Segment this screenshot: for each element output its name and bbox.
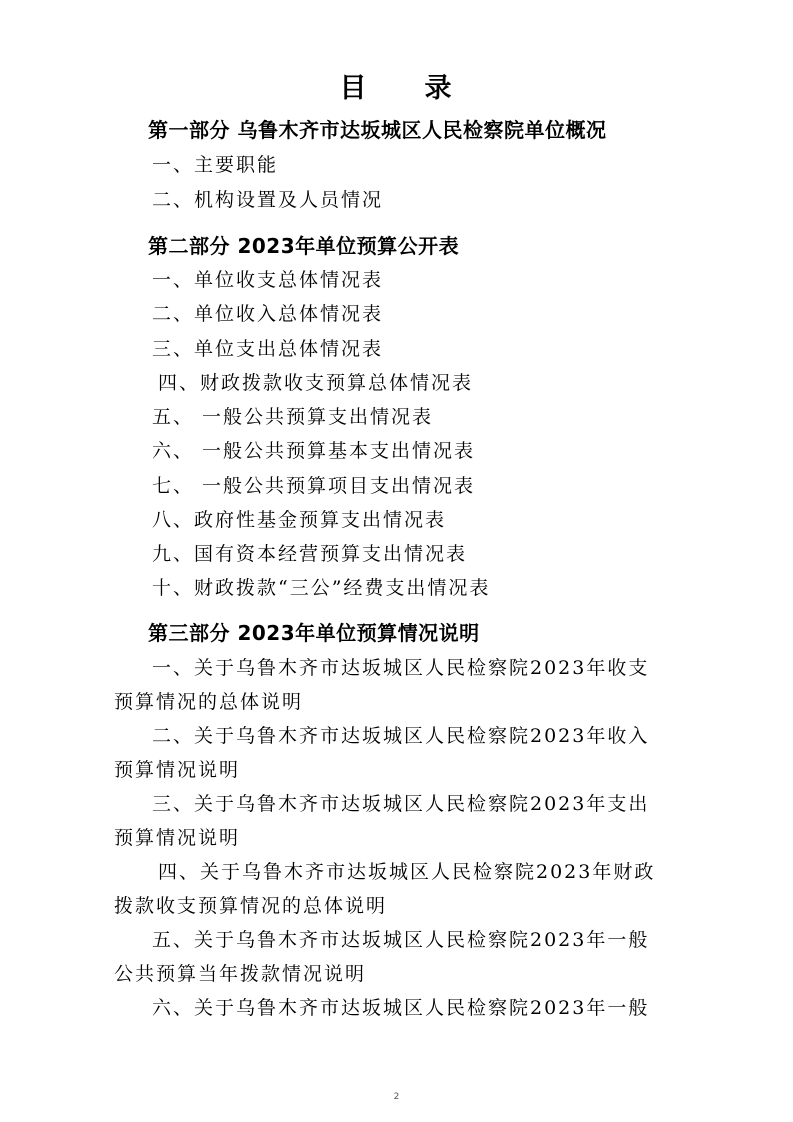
page-title-part1: 目 [339,73,369,104]
toc-item: 二、机构设置及人员情况 [152,189,384,211]
toc-item-line2: 预算情况说明 [114,759,241,781]
toc-item: 十、财政拨款“三公”经费支出情况表 [152,577,491,599]
toc-item: 九、国有资本经营预算支出情况表 [152,543,468,565]
part1-heading: 第一部分 乌鲁木齐市达坂城区人民检察院单位概况 [148,118,607,142]
toc-item-line1: 六、关于乌鲁木齐市达坂城区人民检察院2023年一般 [152,997,650,1019]
toc-item: 二、单位收入总体情况表 [152,303,384,325]
toc-item-line1: 三、关于乌鲁木齐市达坂城区人民检察院2023年支出 [152,793,650,815]
toc-item-line2: 预算情况说明 [114,827,241,849]
toc-item-line2: 预算情况的总体说明 [114,691,304,713]
toc-item-line1: 二、关于乌鲁木齐市达坂城区人民检察院2023年收入 [152,725,650,747]
toc-item-line2: 拨款收支预算情况的总体说明 [114,895,388,917]
page-title [0,66,793,105]
toc-item: 六、 一般公共预算基本支出情况表 [152,440,476,462]
toc-item-line1: 一、关于乌鲁木齐市达坂城区人民检察院2023年收支 [152,657,650,679]
page-number: 2 [393,1092,400,1102]
toc-item: 三、单位支出总体情况表 [152,338,384,360]
toc-item: 一、单位收支总体情况表 [152,269,384,291]
part2-heading: 第二部分 2023年单位预算公开表 [148,234,460,258]
toc-item: 八、政府性基金预算支出情况表 [152,509,447,531]
toc-item: 一、主要职能 [152,154,279,176]
toc-item-line1: 四、关于乌鲁木齐市达坂城区人民检察院2023年财政 [158,861,656,883]
toc-item: 五、 一般公共预算支出情况表 [152,406,434,428]
page-title-part2: 录 [424,73,454,104]
toc-item: 四、财政拨款收支预算总体情况表 [158,372,474,394]
part3-heading: 第三部分 2023年单位预算情况说明 [148,621,480,645]
toc-item-line2: 公共预算当年拨款情况说明 [114,963,367,985]
toc-item: 七、 一般公共预算项目支出情况表 [152,475,476,497]
toc-item-line1: 五、关于乌鲁木齐市达坂城区人民检察院2023年一般 [152,929,650,951]
